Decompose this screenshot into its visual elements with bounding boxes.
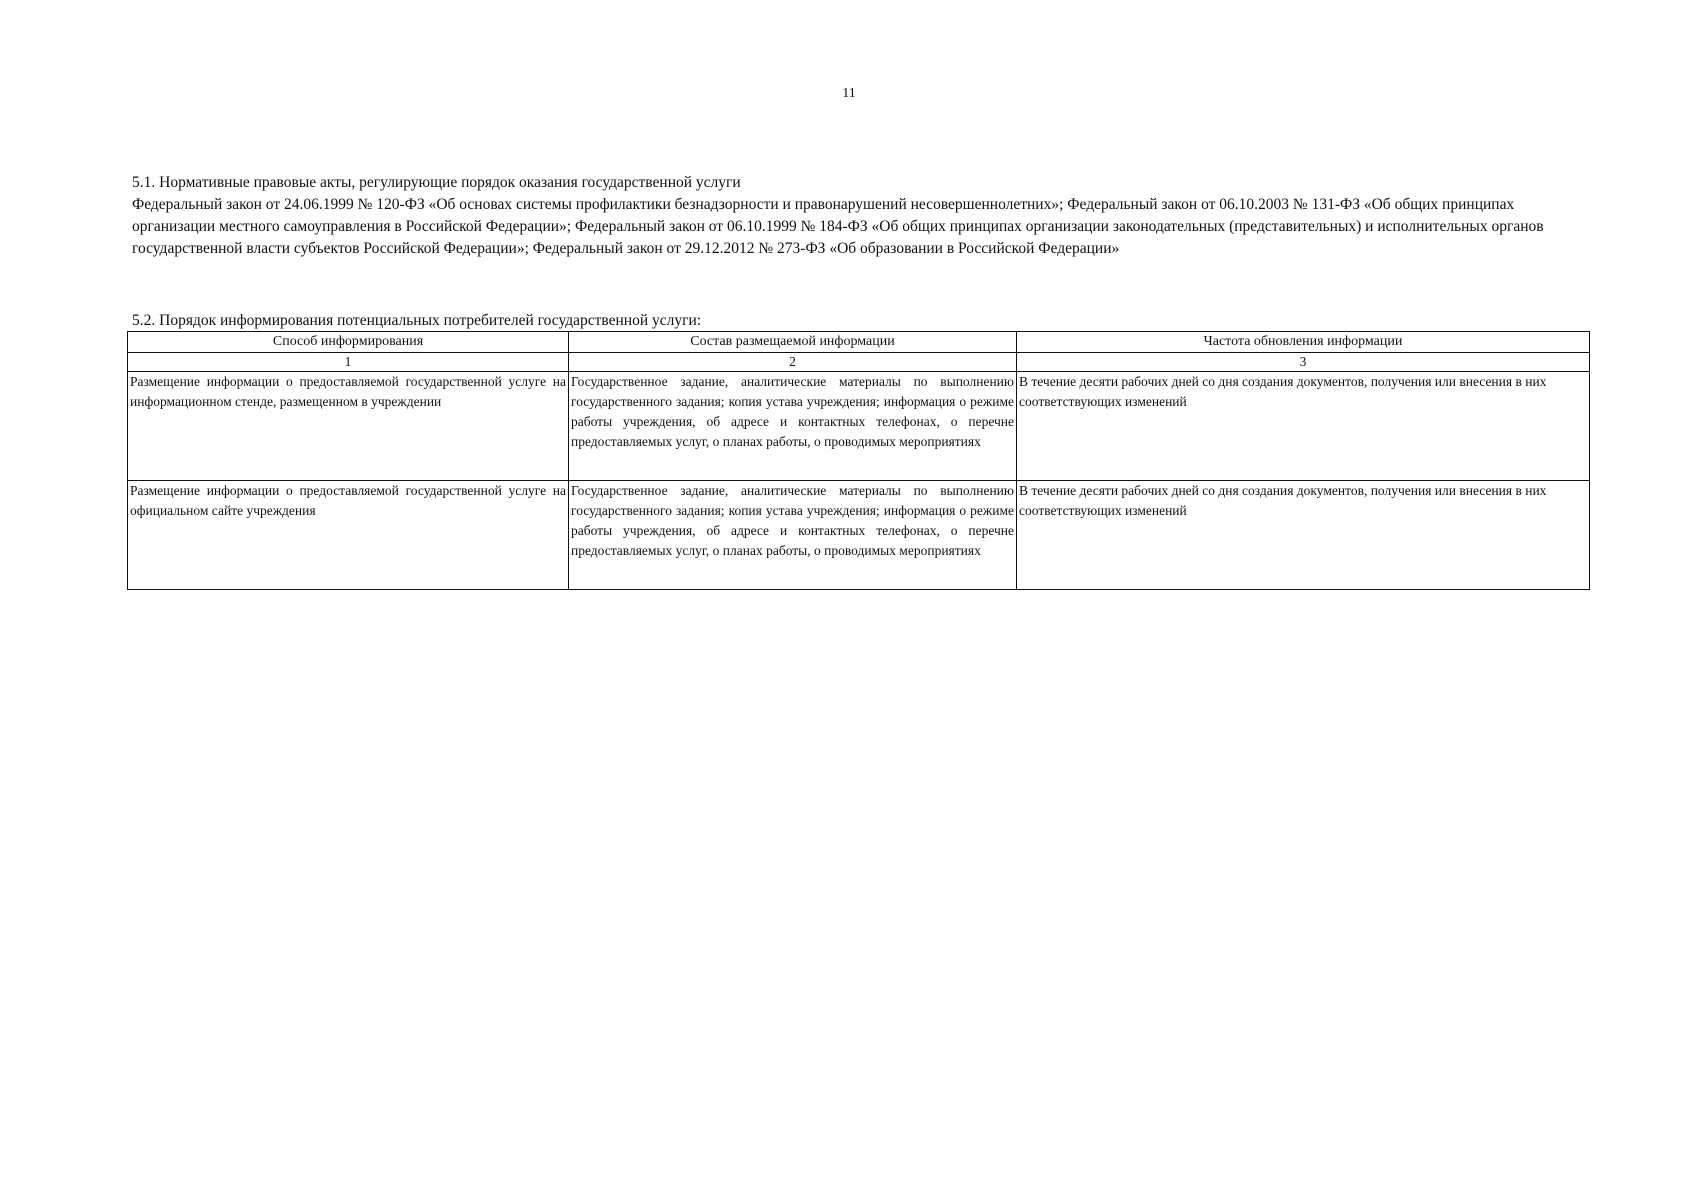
column-number: 1 [128, 353, 569, 372]
table-row [128, 481, 1590, 590]
table-header-row [128, 332, 1590, 353]
informing-table [127, 331, 1590, 590]
section-5-1 [132, 172, 1572, 260]
section-5-1-laws-text: Федеральный закон от 24.06.1999 № 120-ФЗ «Об основах системы профилактики безнадзорности и правонарушений несовершеннолетних»; Федеральный закон от 06.10.2003 № 131-ФЗ «Об общих принципах организации местного самоуправления в Российской Федерации»; Федеральный закон от 06.10.1999 № 184-ФЗ «Об общих принципах организации законодательных (представительных) и исполнительных органов государственной власти субъектов Российской Федерации»; Федеральный закон от 29.12.2012 № 273-ФЗ «Об образовании в Российской Федерации» [132, 196, 1544, 257]
section-5-1-heading: 5.1. Нормативные правовые акты, регулирующие порядок оказания государственной услуги [132, 174, 741, 191]
frequency-cell: В течение десяти рабочих дней со дня создания документов, получения или внесения в них соответствующих изменений [1017, 481, 1590, 590]
table-row [128, 372, 1590, 481]
method-cell: Размещение информации о предоставляемой государственной услуге на информационном стенде, размещенном в учреждении [128, 372, 569, 481]
column-number: 2 [569, 353, 1017, 372]
page-number: 11 [842, 86, 856, 101]
table-column-numbers-row [128, 353, 1590, 372]
column-header-content: Состав размещаемой информации [569, 332, 1017, 353]
column-number: 3 [1017, 353, 1590, 372]
method-cell: Размещение информации о предоставляемой государственной услуге на официальном сайте учреждения [128, 481, 569, 590]
column-header-method: Способ информирования [128, 332, 569, 353]
column-header-frequency: Частота обновления информации [1017, 332, 1590, 353]
section-5-2-heading: 5.2. Порядок информирования потенциальных потребителей государственной услуги: [132, 312, 702, 329]
content-cell: Государственное задание, аналитические материалы по выполнению государственного задания; копия устава учреждения; информация о режиме работы учреждения, об адресе и контактных телефонах, о перечне предоставляемых услуг, о планах работы, о проводимых мероприятиях [569, 481, 1017, 590]
frequency-cell: В течение десяти рабочих дней со дня создания документов, получения или внесения в них соответствующих изменений [1017, 372, 1590, 481]
content-cell: Государственное задание, аналитические материалы по выполнению государственного задания; копия устава учреждения; информация о режиме работы учреждения, об адресе и контактных телефонах, о перечне предоставляемых услуг, о планах работы, о проводимых мероприятиях [569, 372, 1017, 481]
